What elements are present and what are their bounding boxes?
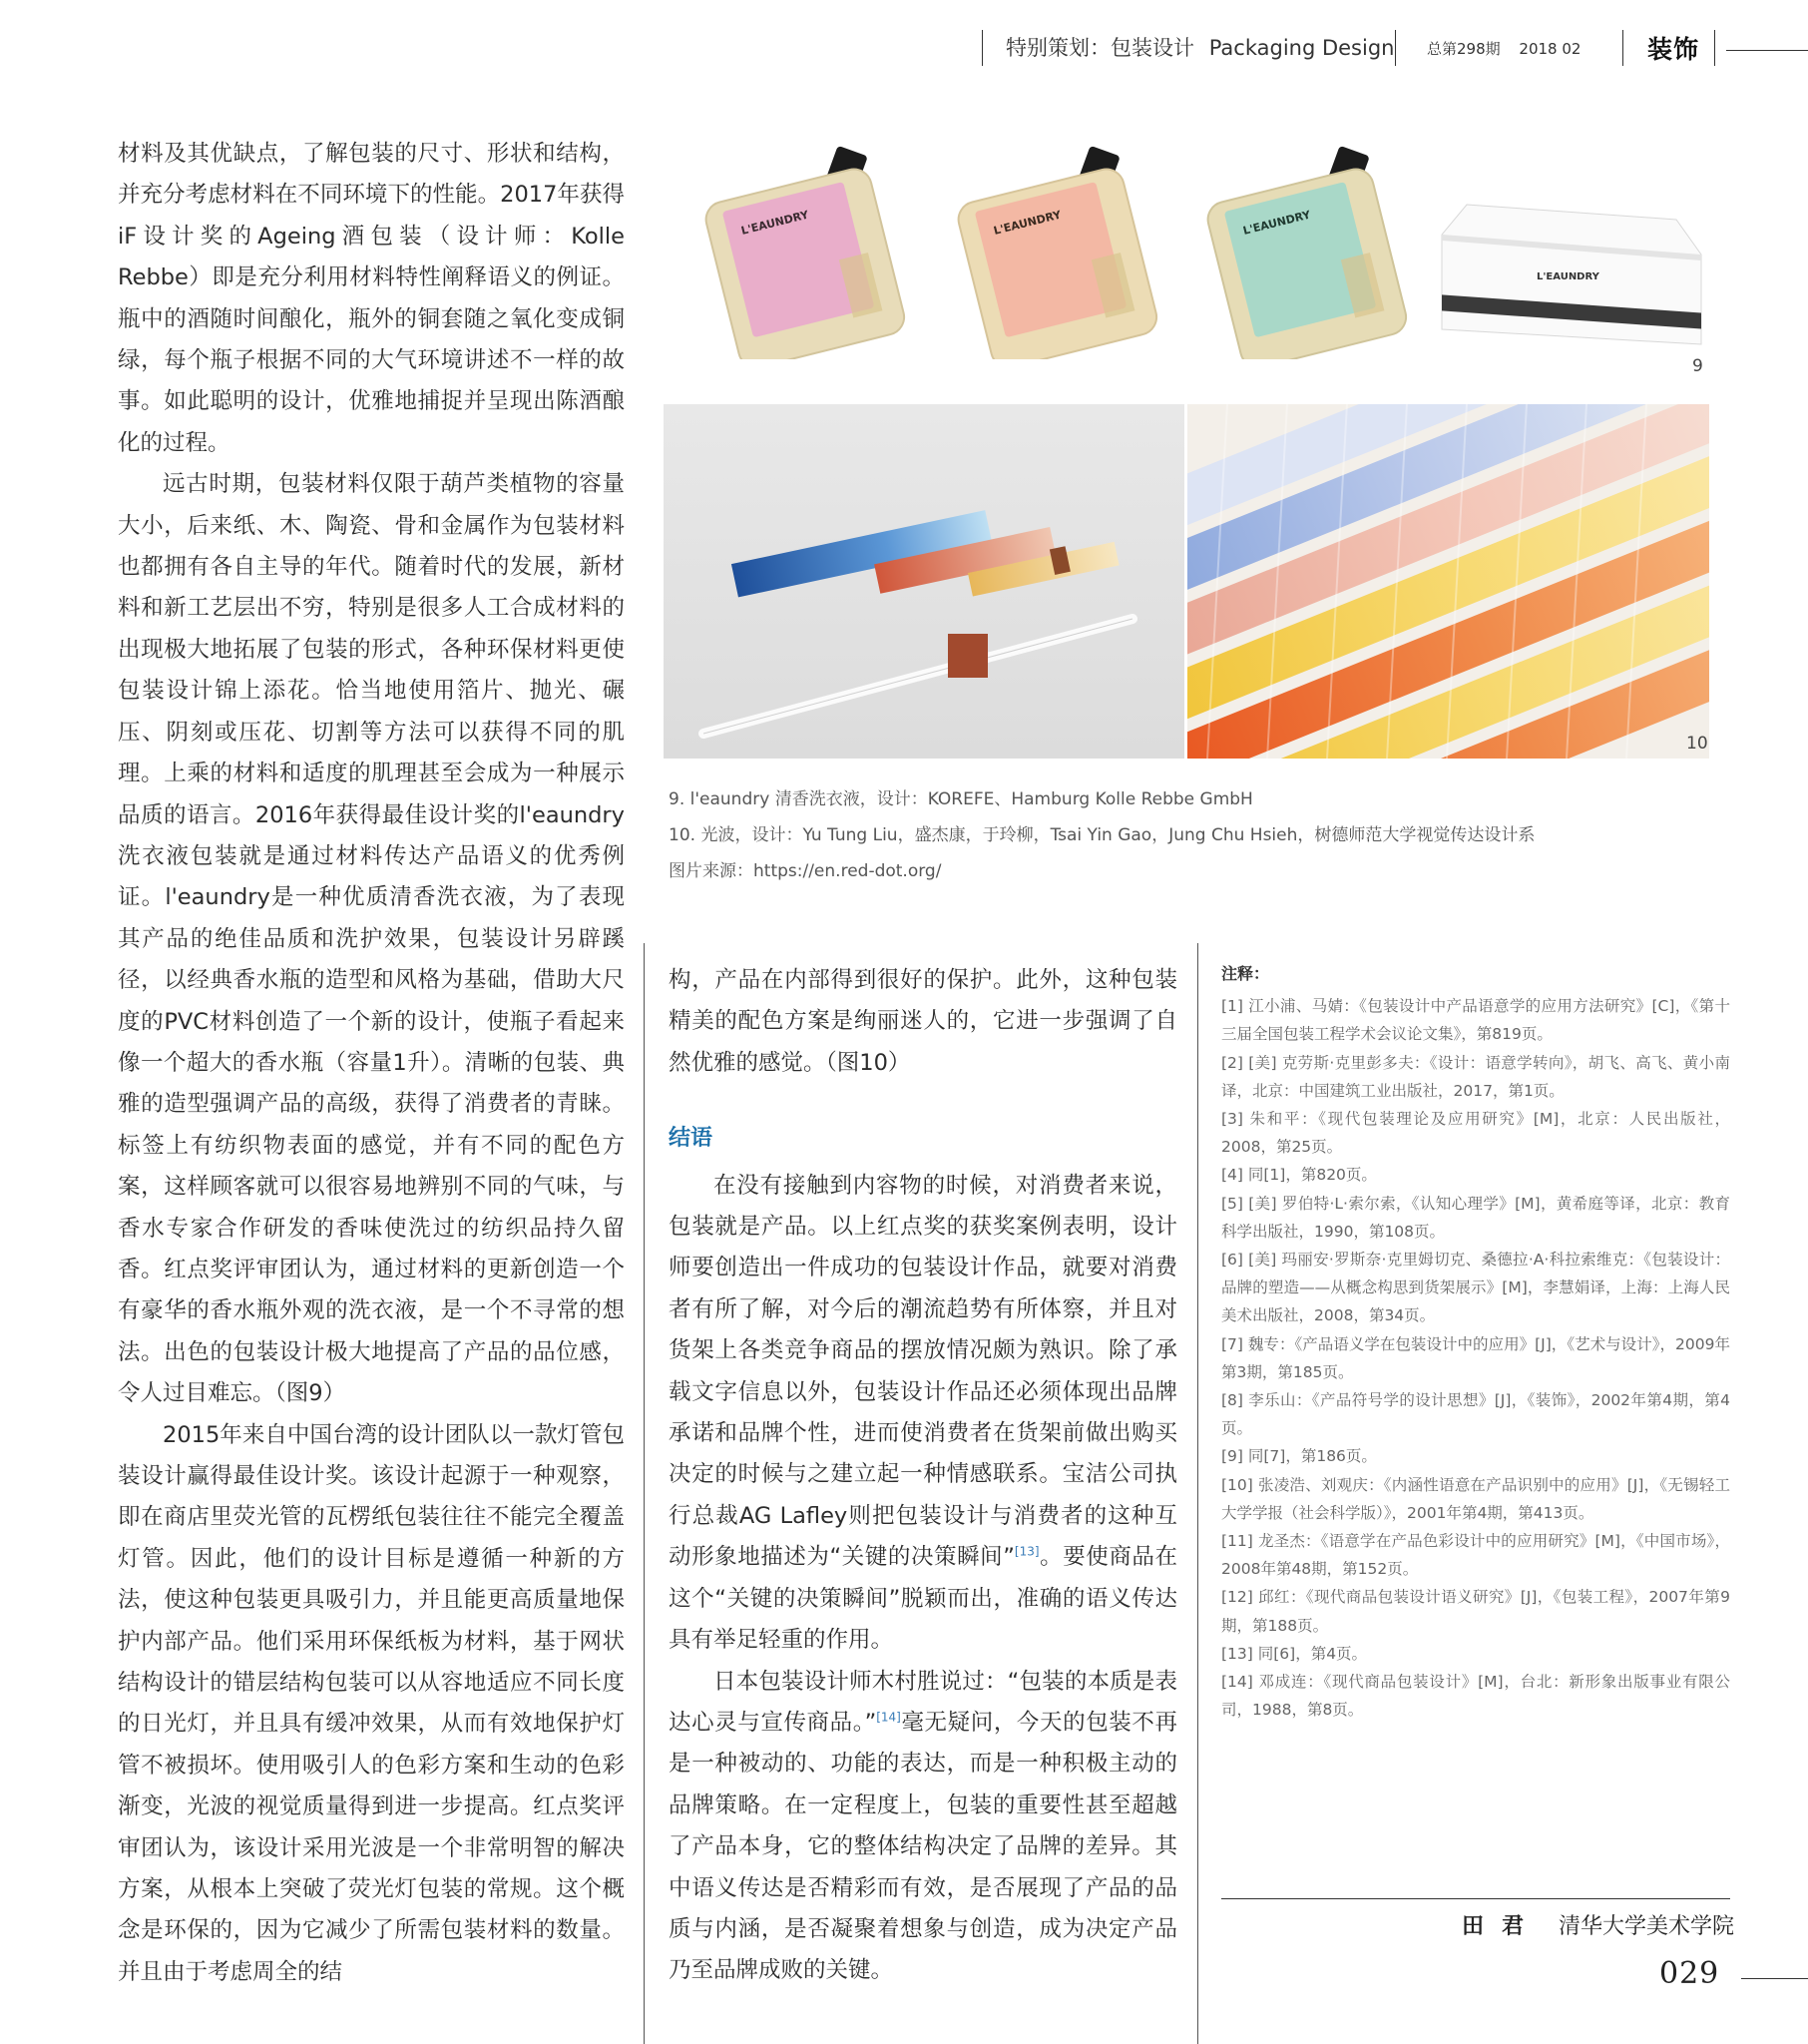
header-issue xyxy=(1427,38,1581,59)
page-number: 029 xyxy=(1659,1956,1720,1991)
page-number-rule xyxy=(1741,1978,1808,1979)
header-edge-rule xyxy=(1726,50,1808,51)
figure9-white-box xyxy=(1437,195,1706,349)
bottle-label-text: L'EAUNDRY xyxy=(739,208,810,238)
header-divider-3 xyxy=(1622,30,1623,66)
note-item: [1] 江小浦、马婧：《包装设计中产品语意学的应用方法研究》[C]，《第十三届全国包装工程学术会议论文集》，第819页。 xyxy=(1221,997,1730,1044)
column-divider-left xyxy=(644,943,645,2044)
paragraph-text: 毫无疑问，今天的包装不再是一种被动的、功能的表达，而是一种积极主动的品牌策略。在一定程度上，包装的重要性甚至超越了产品本身，它的整体结构决定了品牌的差异。其中语义传达是否精彩而有效，是否展现了产品的品质与内涵，是否凝聚着想象与创造，成为决定产品乃至品牌成败的关键。 xyxy=(669,1709,1177,1984)
left-text-column xyxy=(118,134,625,1993)
footnote-ref-14[interactable]: [14] xyxy=(876,1710,901,1725)
note-item: [6] [美] 玛丽安·罗斯奈·克里姆切克、桑德拉·A·科拉索维克：《包装设计：品牌的塑造——从概念构思到货架展示》[M]，李慧娟译，上海：上海人民美术出版社，2008，第34页。 xyxy=(1221,1251,1730,1325)
header-date: 2018 02 xyxy=(1519,40,1582,58)
note-item: [10] 张凌浩、刘观庆：《内涵性语意在产品识别中的应用》[J]，《无锡轻工大学学报（社会科学版）》，2001年第4期，第413页。 xyxy=(1221,1475,1730,1522)
paragraph: 构，产品在内部得到很好的保护。此外，这种包装精美的配色方案是绚丽迷人的，它进一步强调了自然优雅的感觉。（图10） xyxy=(669,967,1177,1076)
figure10-lightbulb-packaging-photo xyxy=(664,404,1184,759)
figure9-pink-bottle xyxy=(690,140,920,359)
header-column-title xyxy=(1006,32,1394,62)
magazine-brand-logo: 装饰 xyxy=(1647,35,1700,64)
bottle-label-text: L'EAUNDRY xyxy=(992,208,1063,238)
header-issue-number: 总第298期 xyxy=(1427,40,1501,58)
figure10-number: 10 xyxy=(1686,734,1708,754)
note-item: [5] [美] 罗伯特·L·索尔索，《认知心理学》[M]，黄希庭等译，北京：教育科学出版社，1990，第108页。 xyxy=(1221,1194,1730,1241)
column-divider-right xyxy=(1197,943,1198,2044)
header-column-en: Packaging Design xyxy=(1208,36,1395,60)
author-name: 田君 xyxy=(1462,1914,1543,1939)
note-item: [13] 同[6]，第4页。 xyxy=(1221,1644,1368,1663)
note-item: [14] 邓成连：《现代商品包装设计》[M]，台北：新形象出版事业有限公司，1988，第8页。 xyxy=(1221,1673,1730,1720)
paragraph: 2015年来自中国台湾的设计团队以一款灯管包装设计赢得最佳设计奖。该设计起源于一种观察，即在商店里荧光管的瓦楞纸包装往往不能完全覆盖灯管。因此，他们的设计目标是遵循一种新的方法，使这种包装更具吸引力，并且能更高质量地保护内部产品。他们采用环保纸板为材料，基于网状结构设计的错层结构包装可以从容地适应不同长度的日光灯，并且具有缓冲效果，从而有效地保护灯管不被损坏。使用吸引人的色彩方案和生动的色彩渐变，光波的视觉质量得到进一步提高。红点奖评审团认为，该设计采用光波是一个非常明智的解决方案，从根本上突破了荧光灯包装的常规。这个概念是环保的，因为它减少了所需包装材料的数量。并且由于考虑周全的结 xyxy=(118,1421,625,1985)
paragraph-text: 。要使商品在这个“关键的决策瞬间”脱颖而出，准确的语义传达具有举足轻重的作用。 xyxy=(669,1544,1177,1654)
figure10-gradient-waves-photo xyxy=(1187,404,1709,759)
note-item: [7] 魏专：《产品语义学在包装设计中的应用》[J]，《艺术与设计》，2009年第3期，第185页。 xyxy=(1221,1334,1730,1381)
note-item: [11] 龙圣杰：《语意学在产品色彩设计中的应用研究》[M]，《中国市场》，2008年第48期，第152页。 xyxy=(1221,1532,1730,1579)
section-heading: 结语 xyxy=(669,1126,713,1152)
bottle-label-text: L'EAUNDRY xyxy=(1241,208,1312,238)
footnote-ref-13[interactable]: [13] xyxy=(1014,1544,1040,1559)
note-item: [3] 朱和平：《现代包装理论及应用研究》[M]，北京：人民出版社，2008，第25页。 xyxy=(1221,1110,1730,1157)
header-column-cn: 特别策划：包装设计 xyxy=(1006,36,1194,60)
header-divider-2 xyxy=(1395,30,1396,66)
note-item: [8] 李乐山：《产品符号学的设计思想》[J]，《装饰》，2002年第4期，第4页。 xyxy=(1221,1391,1730,1438)
figure9-caption: 9. l'eaundry 清香洗衣液，设计：KOREFE、Hamburg Kolle Rebbe GmbH xyxy=(669,789,1253,809)
author-credit xyxy=(1462,1909,1734,1940)
box-label-text: L'EAUNDRY xyxy=(1537,271,1599,282)
paragraph xyxy=(669,1662,1177,1992)
author-affiliation: 清华大学美术学院 xyxy=(1559,1914,1735,1939)
header-divider-4 xyxy=(1714,30,1715,66)
figure10-caption: 10. 光波，设计：Yu Tung Liu，盛杰康，于玲柳，Tsai Yin Gao，Jung Chu Hsieh，树德师范大学视觉传达设计系 xyxy=(669,825,1536,845)
middle-text-column xyxy=(669,960,1177,1992)
note-item: [12] 邱红：《现代商品包装设计语义研究》[J]，《包装工程》，2007年第9期，第188页。 xyxy=(1221,1588,1730,1635)
figure9-mint-bottle xyxy=(1192,140,1422,359)
note-item: [9] 同[7]，第186页。 xyxy=(1221,1447,1377,1466)
image-source: 图片来源：https://en.red-dot.org/ xyxy=(669,861,942,881)
paragraph-text: 日本包装设计师木村胜说过：“包装的本质是表达心灵与宣传商品。” xyxy=(669,1668,1177,1736)
figure9-peach-bottle xyxy=(943,140,1172,359)
paragraph xyxy=(669,1166,1177,1662)
paragraph: 材料及其优缺点，了解包装的尺寸、形状和结构，并充分考虑材料在不同环境下的性能。2017年获得iF设计奖的Ageing酒包装（设计师：Kolle Rebbe）即是充分利用材料特性阐释语义的例证。瓶中的酒随时间酿化，瓶外的铜套随之氧化变成铜绿，每个瓶子根据不同的大气环境讲述不一样的故事。如此聪明的设计，优雅地捕捉并呈现出陈酒酿化的过程。 xyxy=(118,141,625,456)
notes-title: 注释： xyxy=(1221,964,1270,983)
header-divider-1 xyxy=(982,30,983,66)
note-item: [4] 同[1]，第820页。 xyxy=(1221,1166,1377,1185)
note-item: [2] [美] 克劳斯·克里彭多夫：《设计：语意学转向》，胡飞、高飞、黄小南译，北京：中国建筑工业出版社，2017，第1页。 xyxy=(1221,1053,1730,1100)
paragraph-text: 在没有接触到内容物的时候，对消费者来说，包装就是产品。以上红点奖的获奖案例表明，设计师要创造出一件成功的包装设计作品，就要对消费者有所了解，对今后的潮流趋势有所体察，并且对货架上各类竞争商品的摆放情况颇为熟识。除了承载文字信息以外，包装设计作品还必须体现出品牌承诺和品牌个性，进而使消费者在货架前做出购买决定的时候与之建立起一种情感联系。宝洁公司执行总裁AG Lafley则把包装设计与消费者的这种互动形象地描述为“关键的决策瞬间” xyxy=(669,1172,1177,1571)
figure9-number: 9 xyxy=(1692,356,1703,376)
notes-section xyxy=(1221,960,1730,1724)
author-rule xyxy=(1221,1898,1730,1899)
paragraph: 远古时期，包装材料仅限于葫芦类植物的容量大小，后来纸、木、陶瓷、骨和金属作为包装材料也都拥有各自主导的年代。随着时代的发展，新材料和新工艺层出不穷，特别是很多人工合成材料的出现极大地拓展了包装的形式，各种环保材料更使包装设计锦上添花。恰当地使用箔片、抛光、碾压、阴刻或压花、切割等方法可以获得不同的肌理。上乘的材料和适度的肌理甚至会成为一种展示品质的语言。2016年获得最佳设计奖的l'eaundry洗衣液包装就是通过材料传达产品语义的优秀例证。l'eaundry是一种优质清香洗衣液，为了表现其产品的绝佳品质和洗护效果，包装设计另辟蹊径，以经典香水瓶的造型和风格为基础，借助大尺度的PVC材料创造了一个新的设计，使瓶子看起来像一个超大的香水瓶（容量1升）。清晰的包装、典雅的造型强调产品的高级，获得了消费者的青睐。标签上有纺织物表面的感觉，并有不同的配色方案，这样顾客就可以很容易地辨别不同的气味，与香水专家合作研发的香味使洗过的纺织品持久留香。红点奖评审团认为，通过材料的更新创造一个有豪华的香水瓶外观的洗衣液，是一个不寻常的想法。出色的包装设计极大地提高了产品的品位感，令人过目难忘。（图9） xyxy=(118,471,625,1407)
